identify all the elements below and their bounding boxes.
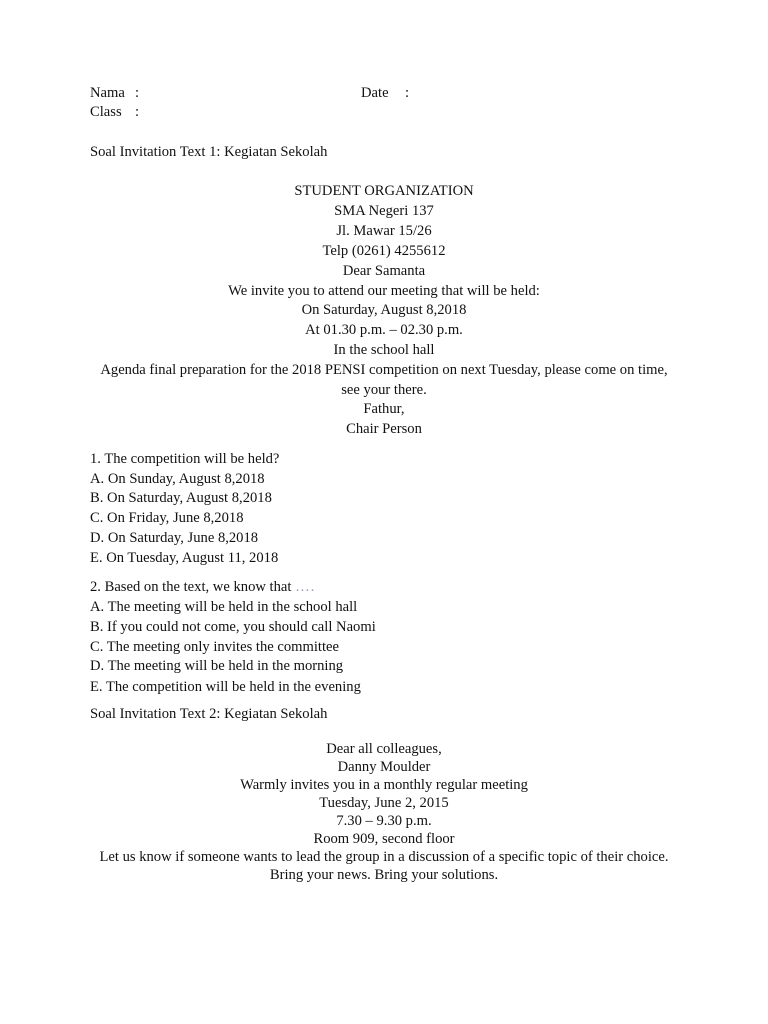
letter2-time: 7.30 – 9.30 p.m. — [336, 813, 432, 829]
section-2-title: Soal Invitation Text 2: Kegiatan Sekolah — [90, 706, 328, 722]
class-colon: : — [135, 104, 140, 120]
letter1-phone: Telp (0261) 4255612 — [322, 243, 446, 259]
question-2-option-e: E. The competition will be held in the evening — [90, 679, 361, 695]
letter1-agenda-line1: Agenda final preparation for the 2018 PENSI competition on next Tuesday, please come on time, — [100, 362, 668, 378]
letter2-greeting: Dear all colleagues, — [326, 741, 442, 757]
question-2-option-a: A. The meeting will be held in the school hall — [90, 599, 358, 615]
class-label: Class — [90, 104, 122, 120]
name-label: Nama — [90, 85, 125, 101]
question-1-option-d: D. On Saturday, June 8,2018 — [90, 530, 259, 546]
letter2-closing: Bring your news. Bring your solutions. — [269, 867, 499, 883]
question-2-stem — [90, 580, 315, 595]
letter1-agenda-line2: see your there. — [341, 382, 427, 398]
question-1-option-e: E. On Tuesday, August 11, 2018 — [90, 550, 279, 566]
letter1-signer-title: Chair Person — [346, 421, 422, 437]
question-2-option-d: D. The meeting will be held in the morning — [90, 658, 344, 674]
date-label: Date — [361, 85, 389, 101]
letter1-greeting: Dear Samanta — [342, 263, 426, 279]
name-colon: : — [135, 85, 140, 101]
date-colon: : — [405, 85, 410, 101]
letter1-date: On Saturday, August 8,2018 — [301, 302, 467, 318]
question-1-stem: 1. The competition will be held? — [90, 451, 280, 467]
question-1-option-b: B. On Saturday, August 8,2018 — [90, 490, 272, 506]
letter2-place: Room 909, second floor — [313, 831, 455, 847]
letter2-sender: Danny Moulder — [337, 759, 431, 775]
section-1-title: Soal Invitation Text 1: Kegiatan Sekolah — [90, 144, 328, 160]
letter1-address: Jl. Mawar 15/26 — [336, 223, 432, 239]
question-2-option-b: B. If you could not come, you should call Naomi — [90, 619, 376, 635]
letter1-org: STUDENT ORGANIZATION — [294, 183, 474, 199]
question-1-option-a: A. On Sunday, August 8,2018 — [90, 471, 265, 487]
question-1-option-c: C. On Friday, June 8,2018 — [90, 510, 244, 526]
letter2-note: Let us know if someone wants to lead the group in a discussion of a specific topic of their choice. — [99, 849, 669, 865]
question-2-stem-text: 2. Based on the text, we know that — [90, 579, 292, 595]
question-2-blank-dots: …. — [295, 579, 316, 595]
letter2-invite: Warmly invites you in a monthly regular meeting — [240, 777, 528, 793]
letter1-school: SMA Negeri 137 — [334, 203, 434, 219]
letter1-invite: We invite you to attend our meeting that will be held: — [228, 283, 540, 299]
letter1-signer: Fathur, — [363, 401, 405, 417]
question-2-option-c: C. The meeting only invites the committee — [90, 639, 339, 655]
letter2-date: Tuesday, June 2, 2015 — [319, 795, 449, 811]
letter1-place: In the school hall — [333, 342, 435, 358]
letter1-time: At 01.30 p.m. – 02.30 p.m. — [305, 322, 463, 338]
